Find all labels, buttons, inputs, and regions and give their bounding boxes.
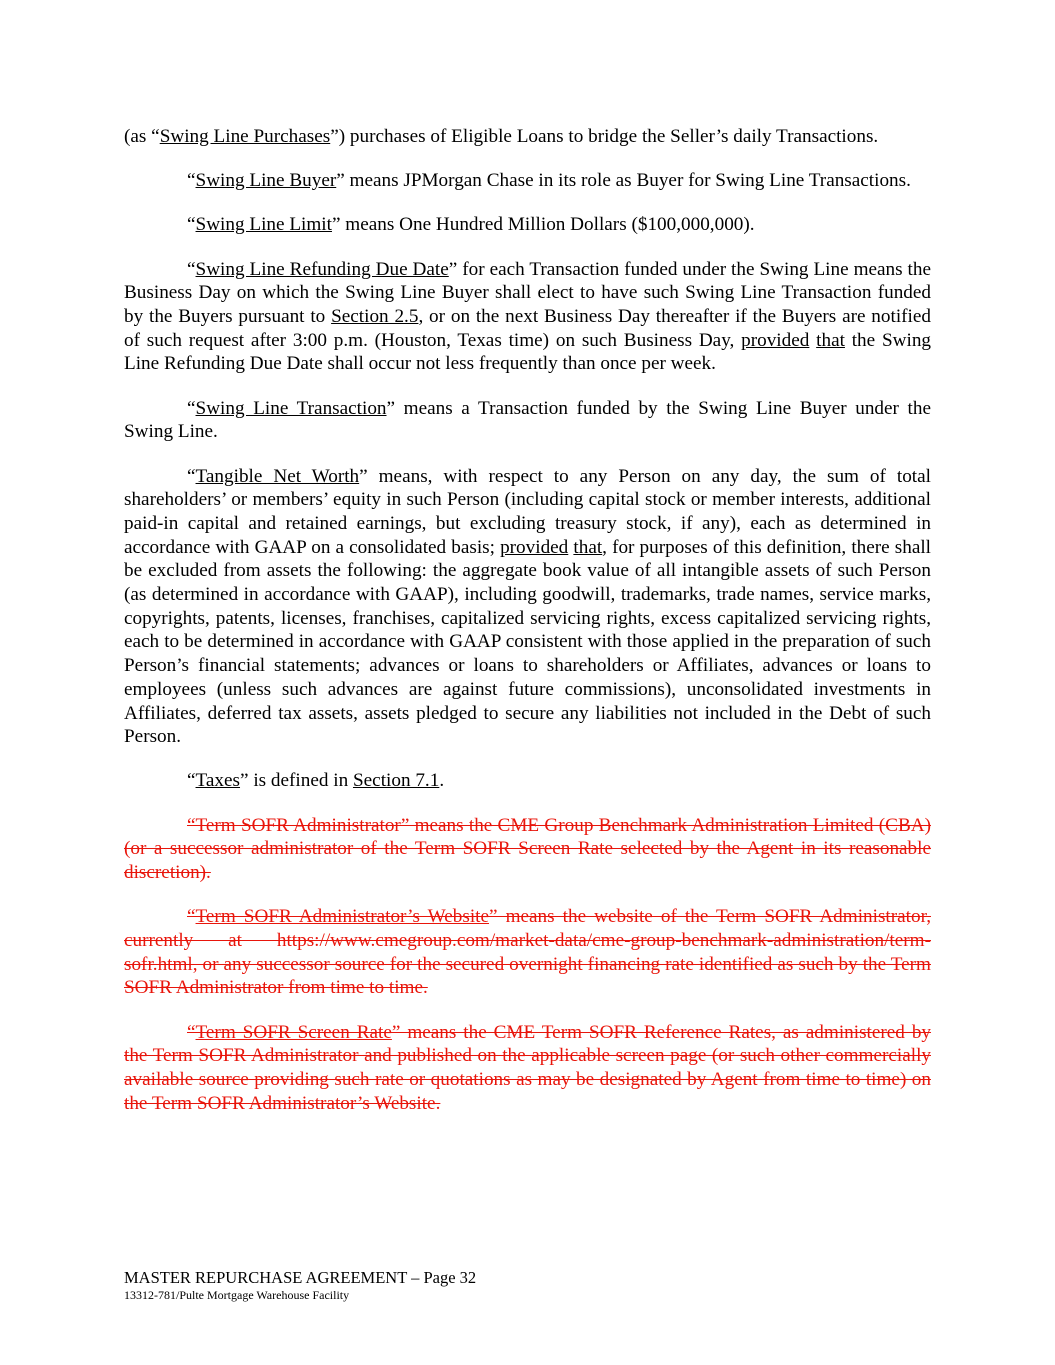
footer-title: MASTER REPURCHASE AGREEMENT – Page 32 [124,1268,477,1287]
definition-taxes: “Taxes” is defined in Section 7.1. [187,770,445,792]
paragraph-swing-line-purchases: (as “Swing Line Purchases”) purchases of Eligible Loans to bridge the Seller’s daily Transactions. [124,126,879,147]
deleted-definition-term-sofr-administrator: “Term SOFR Administrator” means the CME Group Benchmark Administration Limited (CBA) (or a successor administrator of the Term SOFR Screen Rate selected by the Agent in its reasonable discretion). [124,814,931,884]
deleted-definition-term-sofr-screen-rate: “Term SOFR Screen Rate” means the CME Term SOFR Reference Rates, as administered by the Term SOFR Administrator and published on the applicable screen page (or such other commercially available source providing such rate or quotations as may be designated by Agent from time to time) on the Term SOFR Administrator’s Website. [124,1021,932,1114]
definition-swing-line-limit: “Swing Line Limit” means One Hundred Million Dollars ($100,000,000). [187,214,755,236]
document-body [124,125,931,1136]
defined-term: Term SOFR Screen Rate [195,1021,392,1043]
defined-term: Swing Line Purchases [159,126,331,147]
that-word: that [816,329,845,351]
defined-term: Swing Line Refunding Due Date [195,258,449,280]
defined-term: Swing Line Transaction [195,397,387,419]
defined-term: Swing Line Buyer [195,170,337,192]
defined-term: Taxes [195,770,241,792]
definition-swing-line-refunding-due-date: “Swing Line Refunding Due Date” for each Transaction funded under the Swing Line means the Business Day on which the Swing Line Buyer shall elect to have such Swing Line Transaction funded by the Buyers pursuant to Section 2.5, or on the next Business Day thereafter if the Buyers are notified of such request after 3:00 p.m. (Houston, Texas time) on such Business Day, provided that the Swing Line Refunding Due Date shall occur not less frequently than once per week. [124,258,932,375]
definition-tangible-net-worth: “Tangible Net Worth” means, with respect to any Person on any day, the sum of total shareholders’ or members’ equity in such Person (including capital stock or member interests, additional paid-in capital and retained earnings, but excluding treasury stock, if any), each as determined in accordance with GAAP on a consolidated basis; provided that, for purposes of this definition, there shall be excluded from assets the following: the aggregate book value of all intangible assets of such Person (as determined in accordance with GAAP), including goodwill, trademarks, trade names, service marks, copyrights, patents, licenses, franchises, capitalized servicing rights, excess capitalized servicing rights, each to be determined in accordance with GAAP consistent with those applied in the preparation of such Person’s financial statements; advances or loans to shareholders or Affiliates, advances or loans to employees (unless such advances are against future commissions), unconsolidated investments in Affiliates, deferred tax assets, assets pledged to secure any liabilities not included in the Debt of such Person. [124,465,932,748]
section-reference: Section 2.5 [331,306,419,328]
footer-document-reference: 13312-781/Pulte Mortgage Warehouse Facility [124,1288,350,1302]
page-footer [124,1268,476,1303]
definition-swing-line-buyer: “Swing Line Buyer” means JPMorgan Chase in its role as Buyer for Swing Line Transactions. [187,170,911,192]
deleted-definition-term-sofr-administrators-website: “Term SOFR Administrator’s Website” means the website of the Term SOFR Administrator, currently at https://www.cmegroup.com/market-data/cme-group-benchmark-administration/term-sofr.html, or any successor source for the secured overnight financing rate identified as such by the Term SOFR Administrator from time to time. [124,906,931,999]
section-reference: Section 7.1 [352,770,440,792]
provided-word: provided [500,536,569,558]
defined-term: Swing Line Limit [195,214,332,236]
defined-term: Tangible Net Worth [195,465,360,487]
defined-term: Term SOFR Administrator’s Website [195,906,490,928]
definition-swing-line-transaction: “Swing Line Transaction” means a Transaction funded by the Swing Line Buyer under the Swing Line. [124,397,931,443]
that-word: that [573,536,603,558]
provided-word: provided [741,329,810,351]
